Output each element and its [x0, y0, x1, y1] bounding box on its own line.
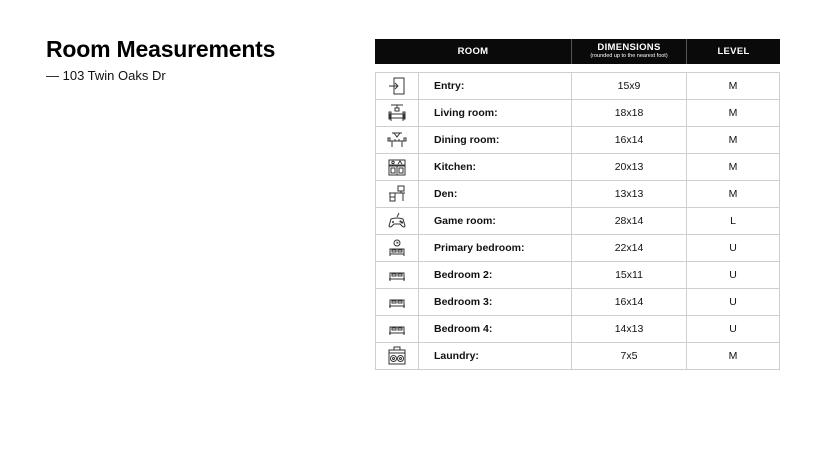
bed-icon — [387, 319, 407, 339]
room-dimensions: 28x14 — [572, 208, 687, 235]
level-column-header — [687, 39, 780, 64]
table-row — [376, 343, 780, 370]
table-row — [376, 154, 780, 181]
room-icon-cell — [376, 235, 419, 262]
room-level: M — [687, 100, 780, 127]
room-dimensions: 15x9 — [572, 73, 687, 100]
desk-computer-icon — [387, 184, 407, 204]
table-row — [376, 181, 780, 208]
room-name: Primary bedroom: — [419, 235, 572, 262]
dining-table-icon — [387, 130, 407, 150]
room-icon-cell — [376, 316, 419, 343]
table-row — [376, 316, 780, 343]
room-dimensions: 7x5 — [572, 343, 687, 370]
bed-clock-icon — [387, 238, 407, 258]
title-block — [46, 36, 275, 83]
table-row — [376, 127, 780, 154]
room-name: Laundry: — [419, 343, 572, 370]
room-icon-cell — [376, 154, 419, 181]
room-dimensions: 13x13 — [572, 181, 687, 208]
dimensions-header-label: DIMENSIONS — [597, 42, 661, 53]
table-row — [376, 73, 780, 100]
room-level: M — [687, 343, 780, 370]
room-dimensions: 22x14 — [572, 235, 687, 262]
room-measurements-table — [375, 39, 780, 370]
room-level: M — [687, 154, 780, 181]
room-level: U — [687, 289, 780, 316]
room-icon-cell — [376, 100, 419, 127]
room-level: M — [687, 127, 780, 154]
room-name: Entry: — [419, 73, 572, 100]
room-level: U — [687, 262, 780, 289]
table-header — [375, 39, 780, 64]
room-icon-cell — [376, 289, 419, 316]
sofa-lamp-icon — [387, 103, 407, 123]
room-name: Bedroom 4: — [419, 316, 572, 343]
room-level: M — [687, 181, 780, 208]
room-icon-cell — [376, 343, 419, 370]
room-dimensions: 20x13 — [572, 154, 687, 181]
room-column-header — [375, 39, 572, 64]
room-name: Bedroom 2: — [419, 262, 572, 289]
room-level: M — [687, 73, 780, 100]
room-name: Den: — [419, 181, 572, 208]
room-level: U — [687, 235, 780, 262]
room-icon-cell — [376, 208, 419, 235]
table-row — [376, 208, 780, 235]
room-icon-cell — [376, 127, 419, 154]
bed-icon — [387, 265, 407, 285]
table-row — [376, 289, 780, 316]
room-icon-cell — [376, 181, 419, 208]
room-level: L — [687, 208, 780, 235]
room-icon-cell — [376, 262, 419, 289]
washing-machine-icon — [387, 346, 407, 366]
table-row — [376, 262, 780, 289]
room-dimensions: 14x13 — [572, 316, 687, 343]
room-dimensions: 15x11 — [572, 262, 687, 289]
table-row — [376, 100, 780, 127]
room-dimensions: 18x18 — [572, 100, 687, 127]
table-row — [376, 235, 780, 262]
room-name: Living room: — [419, 100, 572, 127]
level-header-label: LEVEL — [717, 46, 750, 57]
room-name: Game room: — [419, 208, 572, 235]
room-dimensions: 16x14 — [572, 289, 687, 316]
dimensions-column-header — [572, 39, 687, 64]
room-name: Kitchen: — [419, 154, 572, 181]
game-controller-icon — [387, 211, 407, 231]
room-name: Dining room: — [419, 127, 572, 154]
dimensions-header-note: (rounded up to the nearest foot) — [590, 53, 668, 59]
table-body — [375, 72, 780, 370]
room-level: U — [687, 316, 780, 343]
door-entry-icon — [387, 76, 407, 96]
room-header-label: ROOM — [457, 46, 489, 57]
room-icon-cell — [376, 73, 419, 100]
kitchen-stove-icon — [387, 157, 407, 177]
bed-icon — [387, 292, 407, 312]
room-name: Bedroom 3: — [419, 289, 572, 316]
room-dimensions: 16x14 — [572, 127, 687, 154]
page-title: Room Measurements — [46, 36, 276, 62]
address-subtitle: — 103 Twin Oaks Dr — [46, 68, 166, 83]
